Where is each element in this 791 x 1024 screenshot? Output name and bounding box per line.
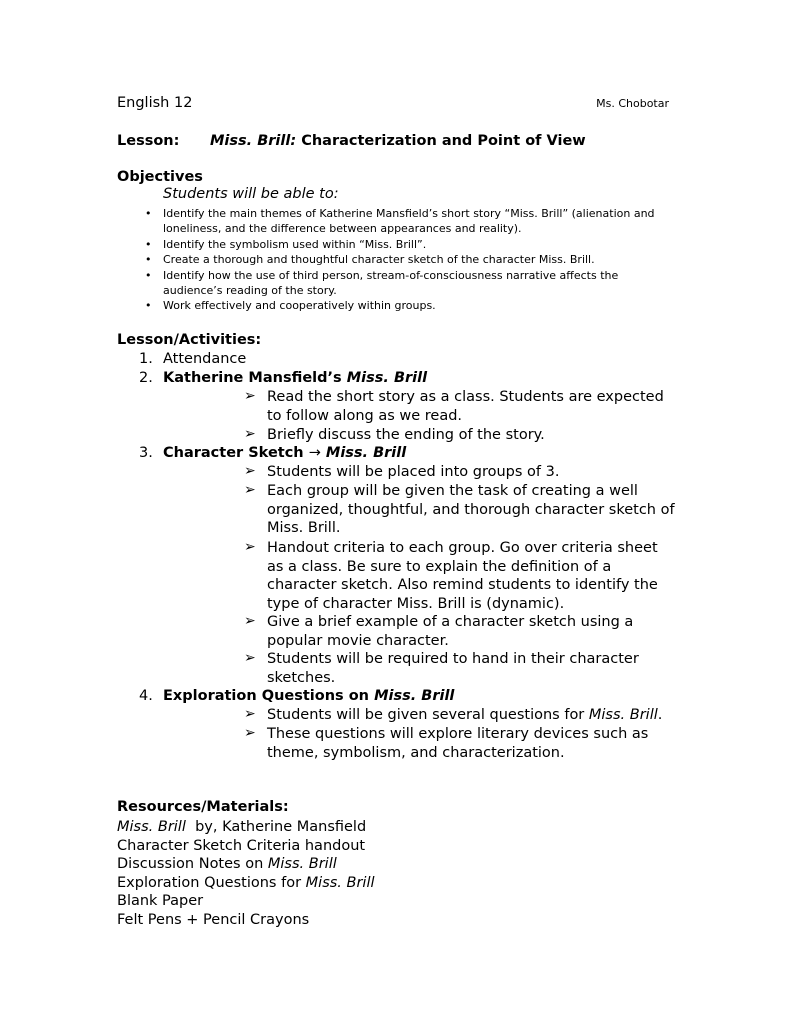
course-title: English 12	[117, 95, 193, 111]
arrow-bullet-icon: ➢	[244, 706, 256, 722]
bullet-icon: •	[145, 237, 152, 251]
activity-title: Character Sketch → Miss. Brill	[163, 445, 407, 461]
teacher-name: Ms. Chobotar	[596, 97, 669, 110]
lesson-title-italic: Miss. Brill:	[210, 133, 297, 149]
arrow-bullet-icon: ➢	[244, 725, 256, 741]
arrow-bullet-icon: ➢	[244, 388, 256, 404]
lesson-title-rest: Characterization and Point of View	[296, 133, 586, 149]
arrow-bullet-icon: ➢	[244, 539, 256, 555]
activity-subitem: These questions will explore literary devices such as theme, symbolism, and characterization.	[267, 726, 649, 761]
bullet-icon: •	[145, 207, 152, 220]
objective-item: • Identify how the use of third person, stream-of-consciousness narrative affects the audience’s reading of the story.	[145, 268, 619, 298]
objectives-heading: Objectives	[117, 169, 203, 185]
objectives-intro: Students will be able to:	[163, 186, 339, 202]
objectives-list	[145, 206, 680, 314]
arrow-bullet-icon: ➢	[244, 482, 256, 498]
resources-list	[117, 818, 375, 930]
bullet-icon: •	[145, 268, 152, 282]
right-arrow-icon: →	[308, 445, 321, 461]
activity-subitem: Students will be placed into groups of 3.	[267, 464, 560, 480]
resource-item: Discussion Notes on Miss. Brill	[117, 856, 337, 873]
activity-subitem: Each group will be given the task of creating a well organized, thoughtful, and thorough character sketch of Miss. Brill.	[267, 483, 675, 537]
activity-subitem: Handout criteria to each group. Go over criteria sheet as a class. Be sure to explain the definition of a character sketch. Also remind students to identify the type of character Miss. Brill is (dynamic).	[267, 540, 658, 612]
activity-number: 1.	[139, 351, 153, 367]
activity-number: 2.	[139, 370, 153, 386]
activity-subitem: Give a brief example of a character sketch using a popular movie character.	[267, 614, 634, 649]
arrow-bullet-icon: ➢	[244, 426, 256, 442]
activity-subitem: Students will be required to hand in their character sketches.	[267, 651, 639, 686]
resources-heading: Resources/Materials:	[117, 799, 289, 815]
objective-item: • Identify the main themes of Katherine Mansfield’s short story “Miss. Brill” (alienation and loneliness, and the difference between appearances and reality).	[145, 207, 655, 236]
resource-item: Felt Pens + Pencil Crayons	[117, 911, 310, 928]
arrow-bullet-icon: ➢	[244, 650, 256, 666]
activity-title: Katherine Mansfield’s Miss. Brill	[163, 370, 428, 386]
bullet-icon: •	[145, 299, 152, 313]
lesson-line	[117, 132, 586, 151]
activity-subitem: Briefly discuss the ending of the story.	[267, 427, 545, 443]
activity-number: 4.	[139, 688, 153, 704]
activity-subitem: Read the short story as a class. Students are expected to follow along as we read.	[267, 389, 664, 424]
arrow-bullet-icon: ➢	[244, 613, 256, 629]
objective-item: • Identify the symbolism used within “Miss. Brill”.	[145, 237, 427, 251]
resource-item: Miss. Brill by, Katherine Mansfield	[117, 819, 367, 835]
lesson-title	[210, 132, 586, 151]
bullet-icon: •	[145, 253, 152, 267]
resource-item: Exploration Questions for Miss. Brill	[117, 874, 375, 891]
activity-subitem: Students will be given several questions for Miss. Brill.	[267, 707, 663, 723]
lesson-label: Lesson:	[117, 133, 180, 149]
resource-item: Blank Paper	[117, 893, 204, 910]
activities-heading: Lesson/Activities:	[117, 332, 262, 348]
activity-title: Attendance	[163, 351, 247, 367]
objective-item: • Work effectively and cooperatively within groups.	[145, 299, 436, 313]
activity-number: 3.	[139, 445, 153, 461]
arrow-bullet-icon: ➢	[244, 463, 256, 479]
resource-item: Character Sketch Criteria handout	[117, 837, 366, 854]
objective-item: • Create a thorough and thoughtful character sketch of the character Miss. Brill.	[145, 253, 595, 267]
activity-title: Exploration Questions on Miss. Brill	[163, 688, 455, 704]
